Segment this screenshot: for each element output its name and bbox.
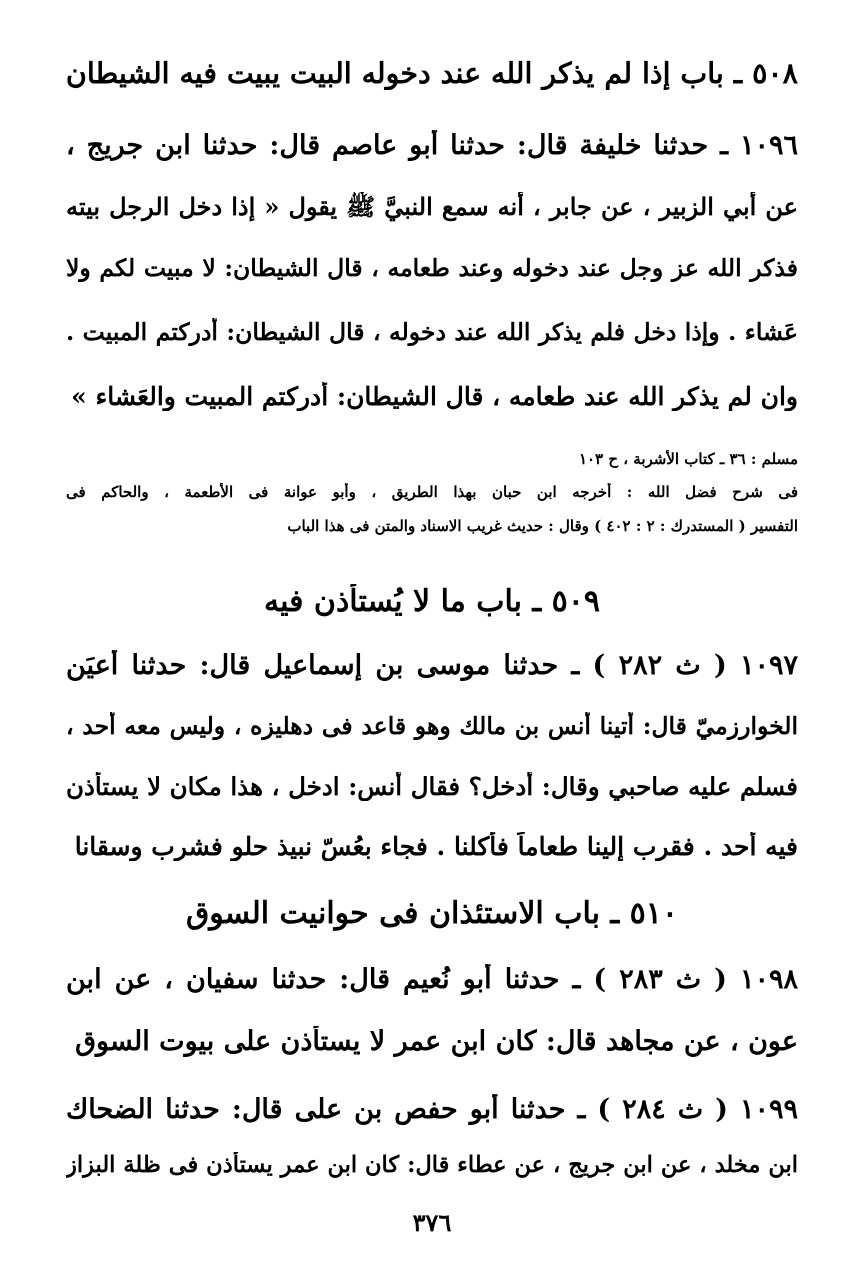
- hadith-1099-line-2: ابن مخلد ، عن ابن جريج ، عن عطاء قال: كان ابن عمر يستأذن فى ظلة البزاز: [66, 1152, 798, 1178]
- hadith-1097-line-1: ١٠٩٧ ( ث ٢٨٢ ) ـ حدثنا موسى بن إسماعيل قال: حدثنا أعيَن: [66, 650, 798, 681]
- chapter-heading-510: ٥١٠ ـ باب الاستئذان فى حوانيت السوق: [186, 896, 678, 931]
- hadith-1096-line-4: عَشاء . وإذا دخل فلم يذكر الله عند دخوله ، قال الشيطان: أدركتم المبيت .: [66, 318, 798, 346]
- hadith-1098-line-2: عون ، عن مجاهد قال: كان ابن عمر لا يستأذن على بيوت السوق: [75, 1026, 798, 1057]
- hadith-1098-line-1: ١٠٩٨ ( ث ٢٨٣ ) ـ حدثنا أبو نُعيم قال: حدثنا سفيان ، عن ابن: [66, 964, 798, 995]
- page-number: ٣٧٦: [412, 1208, 452, 1237]
- hadith-1097-line-2: الخوارزميّ قال: أتينا أنس بن مالك وهو قاعد فى دهليزه ، وليس معه أحد ،: [66, 712, 798, 740]
- hadith-1096-line-2: عن أبي الزبير ، عن جابر ، أنه سمع النبيَّ ﷺ يقول « إذا دخل الرجل بيته: [66, 192, 798, 221]
- footnote-line-3: التفسير ( المستدرك : ٢ : ٤٠٢ ) وقال : حديث غريب الاسناد والمتن فى هذا الباب: [287, 517, 798, 535]
- hadith-1096-line-3: فذكر الله عز وجل عند دخوله وعند طعامه ، قال الشيطان: لا مبيت لكم ولا: [66, 254, 798, 282]
- hadith-1097-line-4: فيه أحد . فقرب إلينا طعاماً فأكلنا . فجاء بعُسّ نبيذ حلو فشرب وسقانا: [74, 832, 798, 861]
- footnote-line-1: مسلم : ٣٦ ـ كتاب الأشربة ، ح ١٠٣: [578, 450, 798, 468]
- chapter-heading-509: ٥٠٩ ـ باب ما لا يُستأذن فيه: [263, 584, 601, 619]
- chapter-heading-508: ٥٠٨ ـ باب إذا لم يذكر الله عند دخوله البيت يبيت فيه الشيطان: [66, 56, 798, 90]
- hadith-1096-line-5: وان لم يذكر الله عند طعامه ، قال الشيطان: أدركتم المبيت والعَشاء »: [71, 382, 798, 411]
- footnote-line-2: فى شرح فضل الله : أخرجه ابن حبان بهذا الطريق ، وأبو عوانة فى الأطعمة ، والحاكم فى: [66, 483, 798, 501]
- hadith-1099-line-1: ١٠٩٩ ( ث ٢٨٤ ) ـ حدثنا أبو حفص بن على قال: حدثنا الضحاك: [66, 1094, 798, 1125]
- hadith-1096-line-1: ١٠٩٦ ـ حدثنا خليفة قال: حدثنا أبو عاصم قال: حدثنا ابن جريج ،: [66, 130, 798, 161]
- hadith-1097-line-3: فسلم عليه صاحبي وقال: أدخل؟ فقال أنس: ادخل ، هذا مكان لا يستأذن: [66, 772, 798, 801]
